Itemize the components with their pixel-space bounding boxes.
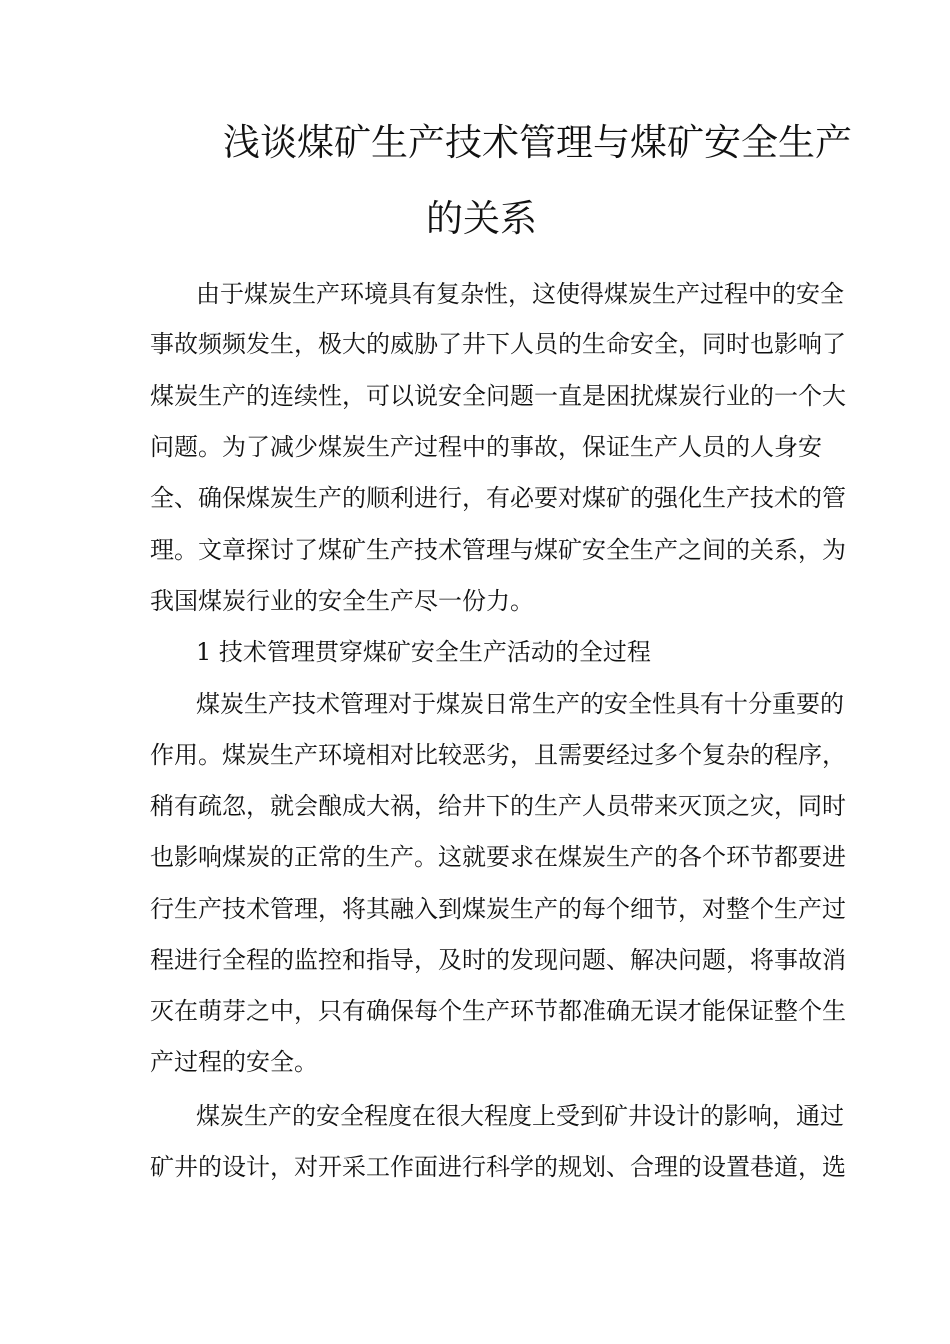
section-para1-line-2: 作用。煤炭生产环境相对比较恶劣，且需要经过多个复杂的程序， bbox=[150, 741, 846, 769]
section-para2-line-1: 煤炭生产的安全程度在很大程度上受到矿井设计的影响，通过 bbox=[196, 1102, 844, 1130]
intro-line-6: 理。文章探讨了煤矿生产技术管理与煤矿安全生产之间的关系，为 bbox=[150, 536, 846, 564]
section-para1-line-3: 稍有疏忽，就会酿成大祸，给井下的生产人员带来灭顶之灾，同时 bbox=[150, 792, 846, 820]
intro-line-2: 事故频频发生，极大的威胁了井下人员的生命安全，同时也影响了 bbox=[150, 330, 846, 358]
section-para2-line-2: 矿井的设计，对开采工作面进行科学的规划、合理的设置巷道，选 bbox=[150, 1153, 846, 1181]
intro-line-1: 由于煤炭生产环境具有复杂性，这使得煤炭生产过程中的安全 bbox=[196, 280, 844, 308]
section-para1-line-5: 行生产技术管理，将其融入到煤炭生产的每个细节，对整个生产过 bbox=[150, 895, 846, 923]
section-para1-line-6: 程进行全程的监控和指导，及时的发现问题、解决问题，将事故消 bbox=[150, 946, 846, 974]
intro-line-7: 我国煤炭行业的安全生产尽一份力。 bbox=[150, 587, 534, 615]
section-para1-line-1: 煤炭生产技术管理对于煤炭日常生产的安全性具有十分重要的 bbox=[196, 690, 844, 718]
document-title-line-1: 浅谈煤矿生产技术管理与煤矿安全生产 bbox=[223, 121, 852, 164]
intro-line-3: 煤炭生产的连续性，可以说安全问题一直是困扰煤炭行业的一个大 bbox=[150, 382, 846, 410]
section-para1-line-4: 也影响煤炭的正常的生产。这就要求在煤炭生产的各个环节都要进 bbox=[150, 843, 846, 871]
intro-line-4: 问题。为了减少煤炭生产过程中的事故，保证生产人员的人身安 bbox=[150, 433, 822, 461]
intro-line-5: 全、确保煤炭生产的顺利进行，有必要对煤矿的强化生产技术的管 bbox=[150, 484, 846, 512]
section-para1-line-7: 灭在萌芽之中，只有确保每个生产环节都准确无误才能保证整个生 bbox=[150, 997, 846, 1025]
document-title-line-2: 的关系 bbox=[426, 197, 537, 240]
section-para1-line-8: 产过程的安全。 bbox=[150, 1048, 318, 1076]
section-heading: 1 技术管理贯穿煤矿安全生产活动的全过程 bbox=[196, 638, 651, 666]
